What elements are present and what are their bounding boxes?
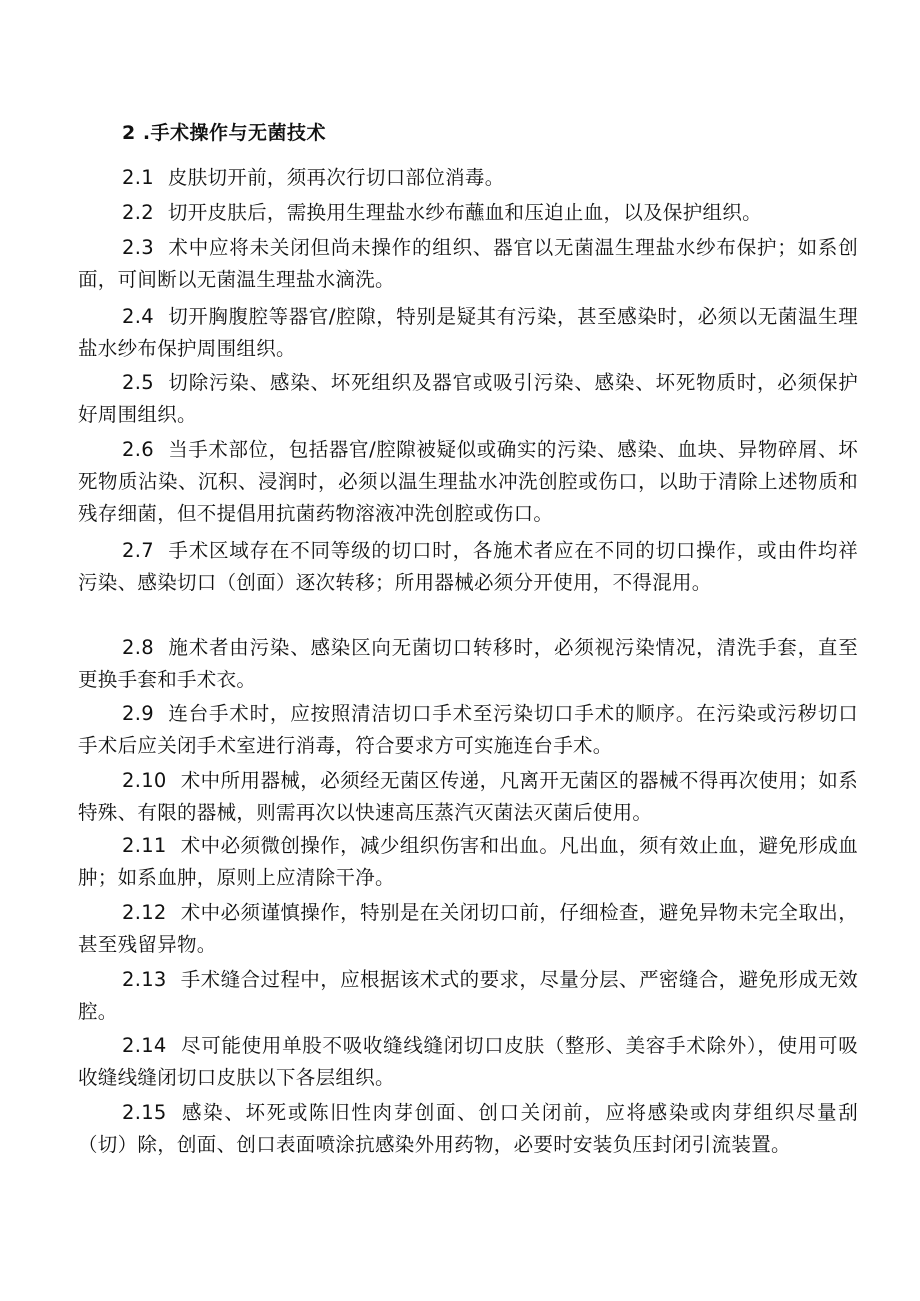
paragraph-2-1 — [78, 162, 858, 194]
paragraph-2-9 — [78, 698, 858, 762]
paragraph-text: 手术区域存在不同等级的切口时，各施术者应在不同的切口操作，或由件均祥污染、感染切口（创面）逐次转移；所用器械必须分开使用，不得混用。 — [78, 539, 858, 594]
paragraph-text: 术中应将未关闭但尚未操作的组织、器官以无菌温生理盐水纱布保护；如系创面，可间断以无菌温生理盐水滴洗。 — [78, 236, 858, 291]
paragraph-text: 尽可能使用单股不吸收缝线缝闭切口皮肤（整形、美容手术除外），使用可吸收缝线缝闭切口皮肤以下各层组织。 — [78, 1034, 858, 1089]
paragraph-text: 感染、坏死或陈旧性肉芽创面、创口关闭前，应将感染或肉芽组织尽量刮（切）除，创面、创口表面喷涂抗感染外用药物，必要时安装负压封闭引流装置。 — [78, 1101, 858, 1156]
paragraph-2-7 — [78, 535, 858, 599]
paragraph-2-4 — [78, 301, 858, 365]
paragraph-2-6 — [78, 434, 858, 530]
paragraph-text: 术中所用器械，必须经无菌区传递，凡离开无菌区的器械不得再次使用；如系特殊、有限的器械，则需再次以快速高压蒸汽灭菌法灭菌后使用。 — [78, 769, 858, 824]
paragraph-number: 2.5 — [122, 371, 154, 394]
paragraph-text: 术中必须谨慎操作，特别是在关闭切口前，仔细检查，避免异物未完全取出，甚至残留异物。 — [78, 901, 858, 956]
paragraph-text: 当手术部位，包括器官/腔隙被疑似或确实的污染、感染、血块、异物碎屑、坏死物质沾染、沉积、浸润时，必须以温生理盐水冲洗创腔或伤口，以助于清除上述物质和残存细菌，但不提倡用抗菌药物溶液冲洗创腔或伤口。 — [78, 438, 858, 525]
paragraph-text: 手术缝合过程中，应根据该术式的要求，尽量分层、严密缝合，避免形成无效腔。 — [78, 968, 858, 1023]
paragraph-number: 2.13 — [122, 968, 167, 991]
paragraph-text: 连台手术时，应按照清洁切口手术至污染切口手术的顺序。在污染或污秽切口手术后应关闭手术室进行消毒，符合要求方可实施连台手术。 — [78, 702, 858, 757]
paragraph-text: 施术者由污染、感染区向无菌切口转移时，必须视污染情况，清洗手套，直至更换手套和手术衣。 — [78, 636, 858, 691]
paragraph-text: 切开胸腹腔等器官/腔隙，特别是疑其有污染，甚至感染时，必须以无菌温生理盐水纱布保护周围组织。 — [78, 305, 858, 360]
paragraph-2-12 — [78, 897, 858, 961]
paragraph-number: 2.14 — [122, 1034, 167, 1057]
paragraph-number: 2.10 — [122, 769, 167, 792]
paragraph-text: 术中必须微创操作，减少组织伤害和出血。凡出血，须有效止血，避免形成血肿；如系血肿，原则上应清除干净。 — [78, 834, 858, 889]
paragraph-number: 2.11 — [122, 834, 167, 857]
paragraph-number: 2.9 — [122, 702, 154, 725]
paragraph-2-2 — [78, 197, 858, 229]
paragraph-number: 2.1 — [122, 166, 154, 189]
paragraph-2-3 — [78, 232, 858, 296]
paragraph-2-5 — [78, 367, 858, 431]
paragraph-2-15 — [78, 1097, 858, 1161]
paragraph-number: 2.6 — [122, 438, 154, 461]
paragraph-number: 2.15 — [122, 1101, 167, 1124]
paragraph-text: 皮肤切开前，须再次行切口部位消毒。 — [167, 166, 505, 189]
paragraph-number: 2.3 — [122, 236, 154, 259]
paragraph-2-10 — [78, 765, 858, 829]
section-heading: 2 .手术操作与无菌技术 — [122, 122, 327, 144]
paragraph-2-14 — [78, 1030, 858, 1094]
paragraph-text: 切开皮肤后，需换用生理盐水纱布蘸血和压迫止血，以及保护组织。 — [167, 201, 762, 224]
paragraph-2-8 — [78, 632, 858, 696]
paragraph-number: 2.4 — [122, 305, 154, 328]
paragraph-2-11 — [78, 830, 858, 894]
paragraph-text: 切除污染、感染、坏死组织及器官或吸引污染、感染、坏死物质时，必须保护好周围组织。 — [78, 371, 858, 426]
paragraph-number: 2.7 — [122, 539, 154, 562]
paragraph-number: 2.12 — [122, 901, 167, 924]
paragraph-2-13 — [78, 964, 858, 1028]
paragraph-number: 2.8 — [122, 636, 154, 659]
paragraph-number: 2.2 — [122, 201, 154, 224]
